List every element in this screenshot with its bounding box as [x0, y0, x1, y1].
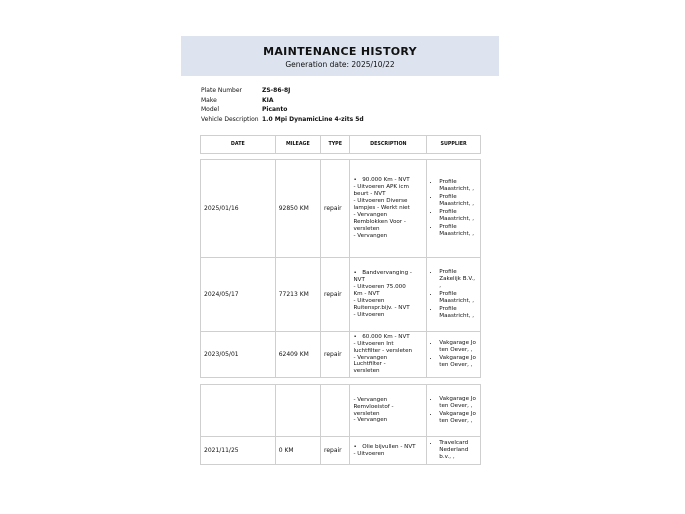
description-line: versleten [353, 410, 380, 417]
table-row [201, 258, 481, 332]
mileage-cell: 77213 KM [275, 258, 320, 332]
supplier-item: • Profile Maastricht, , [439, 179, 477, 193]
vehicle-value: ZS-86-8J [262, 87, 291, 94]
description-line: beurt - NVT [353, 191, 386, 198]
vehicle-value: KIA [262, 96, 274, 104]
vehicle-info [201, 86, 364, 124]
type-cell: repair [320, 258, 349, 332]
description-line: lampjes - Werkt niet [353, 205, 410, 212]
description-line: - Vervangen [353, 232, 388, 239]
description-line: - Uitvoeren [353, 297, 385, 304]
mileage-cell: 0 KM [275, 437, 320, 465]
vehicle-value: 1.0 Mpi DynamicLine 4-zits 5d [262, 115, 364, 123]
vehicle-value: Picanto [262, 106, 288, 113]
bullet-icon: • [353, 270, 357, 277]
vehicle-row [201, 105, 364, 115]
supplier-item: • Profile Maastricht, , [439, 291, 477, 305]
supplier-list [430, 340, 477, 369]
column-header-description: DESCRIPTION [350, 136, 427, 154]
description-line: - Vervangen [353, 354, 388, 361]
description-line: Luchtfilter - [353, 361, 386, 368]
description-line: - Uitvoeren Int [353, 340, 394, 347]
description-cell [350, 160, 427, 258]
vehicle-label: Model [201, 106, 220, 113]
vehicle-row [201, 86, 364, 96]
supplier-item: • Vakgarage Jo ten Oever, , [439, 355, 477, 369]
supplier-cell [427, 332, 481, 378]
supplier-item: • Profile Maastricht, , [439, 194, 477, 208]
description-line: - Uitvoeren [353, 450, 385, 457]
description-line: versleten [353, 225, 380, 232]
supplier-item: • Travelcard Nederland b.v., , [439, 440, 477, 461]
supplier-list [430, 396, 477, 425]
maintenance-table-continued [200, 384, 481, 465]
supplier-cell [427, 437, 481, 465]
description-line: - Vervangen [353, 396, 388, 403]
mileage-cell: 92850 KM [275, 160, 320, 258]
supplier-list [430, 440, 477, 461]
date-cell: 2025/01/16 [201, 160, 276, 258]
description-line: - Uitvoeren APK icm [353, 184, 409, 191]
description-line: - Uitvoeren Diverse [353, 198, 408, 205]
table-header-row [201, 136, 481, 154]
column-header-date: DATE [201, 136, 276, 154]
date-cell: 2024/05/17 [201, 258, 276, 332]
description-line: - Uitvoeren 75.000 [353, 284, 406, 291]
description-line: • 90.000 Km - NVT [353, 177, 410, 184]
supplier-item: • Profile Maastricht, , [439, 209, 477, 223]
vehicle-label: Make [201, 96, 217, 104]
description-line: • 60.000 Km - NVT [353, 333, 410, 340]
description-line: - Uitvoeren [353, 311, 385, 318]
supplier-item: • Vakgarage Jo ten Oever, , [439, 340, 477, 354]
mileage-cell: 62409 KM [275, 332, 320, 378]
description-cell [350, 332, 427, 378]
vehicle-label: Plate Number [201, 87, 243, 94]
table-row [201, 332, 481, 378]
supplier-cell [427, 385, 481, 437]
column-header-supplier: SUPPLIER [427, 136, 481, 154]
report-page [181, 36, 499, 460]
description-line: • Bandvervanging - [353, 270, 412, 277]
date-cell: 2023/05/01 [201, 332, 276, 378]
description-cell [350, 437, 427, 465]
description-line: - Vervangen [353, 417, 388, 424]
supplier-cell [427, 258, 481, 332]
supplier-cell [427, 160, 481, 258]
description-line: - Vervangen [353, 211, 388, 218]
description-line: Remvloeistof - [353, 403, 394, 410]
supplier-list [430, 269, 477, 320]
vehicle-row [201, 96, 364, 106]
description-line: Remblokken Voor - [353, 218, 406, 225]
bullet-icon: • [353, 333, 357, 340]
supplier-list [430, 179, 477, 238]
report-title: MAINTENANCE HISTORY [263, 45, 417, 58]
description-line: luchtfilter - versleten [353, 347, 413, 354]
maintenance-table [200, 135, 481, 378]
report-header [181, 36, 499, 76]
type-cell: repair [320, 160, 349, 258]
supplier-item: • Profile Zakelijk B.V., , [439, 269, 477, 290]
column-header-mileage: MILEAGE [275, 136, 320, 154]
type-cell: repair [320, 332, 349, 378]
date-cell [201, 385, 276, 437]
description-line: NVT [353, 277, 365, 284]
description-cell [350, 258, 427, 332]
description-line: • Olie bijvullen - NVT [353, 443, 416, 450]
table-row-continued [201, 385, 481, 437]
table-row [201, 437, 481, 465]
supplier-item: • Profile Maastricht, , [439, 224, 477, 238]
type-cell: repair [320, 437, 349, 465]
column-header-type: TYPE [320, 136, 349, 154]
bullet-icon: • [353, 443, 357, 450]
description-cell [350, 385, 427, 437]
description-line: versleten [353, 368, 380, 375]
supplier-item: • Profile Maastricht, , [439, 306, 477, 320]
description-line: Ruitenspr.bijv. - NVT [353, 304, 410, 311]
type-cell [320, 385, 349, 437]
bullet-icon: • [353, 177, 357, 184]
supplier-item: • Vakgarage Jo ten Oever, , [439, 396, 477, 410]
description-line: Km - NVT [353, 291, 380, 298]
vehicle-label: Vehicle Description [201, 115, 259, 123]
mileage-cell [275, 385, 320, 437]
date-cell: 2021/11/25 [201, 437, 276, 465]
supplier-item: • Vakgarage Jo ten Oever, , [439, 411, 477, 425]
vehicle-row [201, 115, 364, 125]
generation-date: Generation date: 2025/10/22 [285, 60, 395, 69]
table-row [201, 160, 481, 258]
